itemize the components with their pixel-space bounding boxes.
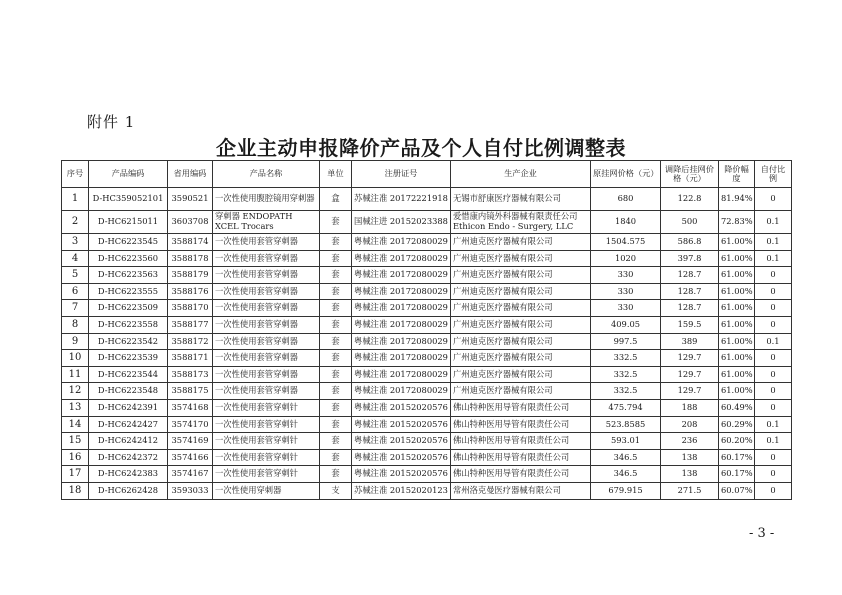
cell-registration-no: 粤械注准 20152020576 <box>352 466 451 483</box>
cell-product-name: 一次性使用套管穿刺器 <box>213 383 320 400</box>
cell-manufacturer: 佛山特种医用导管有限责任公司 <box>451 466 591 483</box>
table-row <box>62 449 792 466</box>
cell-unit: 套 <box>320 449 352 466</box>
cell-registration-no: 苏械注准 20172221918 <box>352 188 451 211</box>
cell-copay-ratio: 0 <box>755 366 792 383</box>
cell-manufacturer: 广州迪克医疗器械有限公司 <box>451 366 591 383</box>
cell-product-code: D-HC6223509 <box>89 300 168 317</box>
cell-adjusted-price: 159.5 <box>661 316 719 333</box>
header-unit: 单位 <box>320 161 352 188</box>
cell-unit: 套 <box>320 466 352 483</box>
cell-provincial-code: 3588176 <box>168 283 213 300</box>
table-row <box>62 250 792 267</box>
cell-registration-no: 粤械注准 20152020576 <box>352 399 451 416</box>
cell-adjusted-price: 138 <box>661 466 719 483</box>
cell-original-price: 593.01 <box>591 433 661 450</box>
cell-copay-ratio: 0.1 <box>755 333 792 350</box>
cell-seq: 5 <box>62 267 89 284</box>
cell-product-name: 一次性使用套管穿刺器 <box>213 333 320 350</box>
cell-product-name: 一次性使用套管穿刺针 <box>213 466 320 483</box>
cell-seq: 13 <box>62 399 89 416</box>
cell-adjusted-price: 122.8 <box>661 188 719 211</box>
cell-provincial-code: 3588178 <box>168 250 213 267</box>
cell-provincial-code: 3574170 <box>168 416 213 433</box>
cell-product-code: D-HC359052101 <box>89 188 168 211</box>
cell-product-name: 一次性使用套管穿刺器 <box>213 366 320 383</box>
cell-adjusted-price: 138 <box>661 449 719 466</box>
cell-manufacturer: 爱惜康内镜外科器械有限责任公司 Ethicon Endo - Surgery, LLC <box>451 211 591 234</box>
cell-provincial-code: 3588173 <box>168 366 213 383</box>
cell-unit: 套 <box>320 383 352 400</box>
cell-copay-ratio: 0.1 <box>755 416 792 433</box>
cell-product-name: 一次性使用套管穿刺针 <box>213 416 320 433</box>
cell-copay-ratio: 0.1 <box>755 433 792 450</box>
cell-manufacturer: 佛山特种医用导管有限责任公司 <box>451 433 591 450</box>
cell-registration-no: 粤械注准 20172080029 <box>352 350 451 367</box>
table-body <box>62 188 792 500</box>
cell-seq: 2 <box>62 211 89 234</box>
cell-original-price: 330 <box>591 267 661 284</box>
cell-unit: 套 <box>320 211 352 234</box>
header-registration-no: 注册证号 <box>352 161 451 188</box>
cell-seq: 14 <box>62 416 89 433</box>
cell-registration-no: 粤械注准 20152020576 <box>352 433 451 450</box>
table-row <box>62 433 792 450</box>
cell-reduction-rate: 61.00% <box>719 366 755 383</box>
cell-original-price: 330 <box>591 300 661 317</box>
cell-registration-no: 粤械注准 20172080029 <box>352 333 451 350</box>
cell-copay-ratio: 0.1 <box>755 211 792 234</box>
cell-manufacturer: 广州迪克医疗器械有限公司 <box>451 234 591 251</box>
cell-unit: 套 <box>320 399 352 416</box>
cell-reduction-rate: 60.17% <box>719 466 755 483</box>
cell-provincial-code: 3590521 <box>168 188 213 211</box>
header-provincial-code: 省用编码 <box>168 161 213 188</box>
table-row <box>62 416 792 433</box>
cell-adjusted-price: 129.7 <box>661 350 719 367</box>
cell-adjusted-price: 128.7 <box>661 283 719 300</box>
cell-adjusted-price: 129.7 <box>661 366 719 383</box>
annex-label: 附件 1 <box>87 113 136 131</box>
cell-seq: 17 <box>62 466 89 483</box>
cell-provincial-code: 3588171 <box>168 350 213 367</box>
cell-provincial-code: 3588172 <box>168 333 213 350</box>
cell-copay-ratio: 0 <box>755 383 792 400</box>
table-row <box>62 333 792 350</box>
cell-manufacturer: 广州迪克医疗器械有限公司 <box>451 283 591 300</box>
cell-copay-ratio: 0 <box>755 466 792 483</box>
cell-unit: 套 <box>320 350 352 367</box>
cell-registration-no: 粤械注准 20172080029 <box>352 383 451 400</box>
cell-unit: 套 <box>320 433 352 450</box>
cell-product-code: D-HC6215011 <box>89 211 168 234</box>
cell-adjusted-price: 500 <box>661 211 719 234</box>
cell-product-name: 一次性使用套管穿刺器 <box>213 283 320 300</box>
cell-reduction-rate: 61.00% <box>719 283 755 300</box>
table-row <box>62 399 792 416</box>
cell-copay-ratio: 0 <box>755 399 792 416</box>
cell-manufacturer: 佛山特种医用导管有限责任公司 <box>451 449 591 466</box>
cell-product-code: D-HC6223548 <box>89 383 168 400</box>
cell-product-code: D-HC6223539 <box>89 350 168 367</box>
cell-manufacturer: 广州迪克医疗器械有限公司 <box>451 383 591 400</box>
cell-reduction-rate: 61.00% <box>719 300 755 317</box>
cell-reduction-rate: 61.00% <box>719 267 755 284</box>
cell-product-name: 一次性使用套管穿刺针 <box>213 433 320 450</box>
cell-reduction-rate: 61.00% <box>719 350 755 367</box>
cell-adjusted-price: 236 <box>661 433 719 450</box>
cell-seq: 15 <box>62 433 89 450</box>
table-row <box>62 350 792 367</box>
cell-reduction-rate: 61.00% <box>719 333 755 350</box>
cell-unit: 盒 <box>320 188 352 211</box>
cell-product-code: D-HC6242391 <box>89 399 168 416</box>
cell-registration-no: 粤械注准 20172080029 <box>352 267 451 284</box>
cell-adjusted-price: 128.7 <box>661 267 719 284</box>
page-number: - 3 - <box>749 526 775 541</box>
price-adjustment-table <box>61 160 792 500</box>
table-row <box>62 466 792 483</box>
cell-product-name: 一次性使用穿刺器 <box>213 482 320 499</box>
cell-reduction-rate: 61.00% <box>719 234 755 251</box>
header-original-price: 原挂网价格（元） <box>591 161 661 188</box>
table-row <box>62 267 792 284</box>
cell-original-price: 475.794 <box>591 399 661 416</box>
table-row <box>62 188 792 211</box>
cell-product-name: 一次性使用腹腔镜用穿刺器 <box>213 188 320 211</box>
cell-provincial-code: 3574169 <box>168 433 213 450</box>
cell-manufacturer: 广州迪克医疗器械有限公司 <box>451 333 591 350</box>
cell-product-code: D-HC6223560 <box>89 250 168 267</box>
cell-seq: 10 <box>62 350 89 367</box>
cell-copay-ratio: 0 <box>755 188 792 211</box>
cell-provincial-code: 3574168 <box>168 399 213 416</box>
cell-product-name: 一次性使用套管穿刺器 <box>213 234 320 251</box>
table-row <box>62 300 792 317</box>
cell-reduction-rate: 72.83% <box>719 211 755 234</box>
cell-original-price: 332.5 <box>591 383 661 400</box>
cell-provincial-code: 3574166 <box>168 449 213 466</box>
cell-adjusted-price: 129.7 <box>661 383 719 400</box>
cell-original-price: 346.5 <box>591 449 661 466</box>
cell-original-price: 680 <box>591 188 661 211</box>
cell-registration-no: 粤械注准 20152020576 <box>352 416 451 433</box>
cell-manufacturer: 广州迪克医疗器械有限公司 <box>451 300 591 317</box>
cell-registration-no: 国械注进 20152023388 <box>352 211 451 234</box>
cell-unit: 套 <box>320 366 352 383</box>
header-reduction-rate: 降价幅度 <box>719 161 755 188</box>
cell-original-price: 332.5 <box>591 350 661 367</box>
table-row <box>62 211 792 234</box>
cell-reduction-rate: 60.29% <box>719 416 755 433</box>
cell-provincial-code: 3588175 <box>168 383 213 400</box>
cell-manufacturer: 佛山特种医用导管有限责任公司 <box>451 416 591 433</box>
document-title: 企业主动申报降价产品及个人自付比例调整表 <box>216 136 626 160</box>
cell-seq: 18 <box>62 482 89 499</box>
header-product-name: 产品名称 <box>213 161 320 188</box>
cell-seq: 12 <box>62 383 89 400</box>
cell-seq: 7 <box>62 300 89 317</box>
cell-product-name: 一次性使用套管穿刺器 <box>213 350 320 367</box>
cell-copay-ratio: 0 <box>755 300 792 317</box>
cell-registration-no: 粤械注准 20172080029 <box>352 316 451 333</box>
cell-product-code: D-HC6262428 <box>89 482 168 499</box>
cell-product-code: D-HC6223558 <box>89 316 168 333</box>
cell-product-name: 一次性使用套管穿刺器 <box>213 316 320 333</box>
cell-manufacturer: 佛山特种医用导管有限责任公司 <box>451 399 591 416</box>
cell-original-price: 679.915 <box>591 482 661 499</box>
cell-manufacturer: 无锡市舒康医疗器械有限公司 <box>451 188 591 211</box>
cell-original-price: 997.5 <box>591 333 661 350</box>
cell-unit: 支 <box>320 482 352 499</box>
cell-adjusted-price: 128.7 <box>661 300 719 317</box>
cell-product-name: 一次性使用套管穿刺针 <box>213 399 320 416</box>
cell-provincial-code: 3574167 <box>168 466 213 483</box>
cell-product-code: D-HC6242412 <box>89 433 168 450</box>
cell-unit: 套 <box>320 250 352 267</box>
cell-reduction-rate: 60.49% <box>719 399 755 416</box>
cell-original-price: 523.8585 <box>591 416 661 433</box>
cell-seq: 6 <box>62 283 89 300</box>
cell-original-price: 409.05 <box>591 316 661 333</box>
cell-seq: 3 <box>62 234 89 251</box>
cell-original-price: 346.5 <box>591 466 661 483</box>
cell-reduction-rate: 61.00% <box>719 250 755 267</box>
cell-adjusted-price: 389 <box>661 333 719 350</box>
cell-provincial-code: 3593033 <box>168 482 213 499</box>
cell-seq: 9 <box>62 333 89 350</box>
table-row <box>62 316 792 333</box>
cell-original-price: 1840 <box>591 211 661 234</box>
cell-product-name: 一次性使用套管穿刺器 <box>213 300 320 317</box>
cell-product-code: D-HC6242383 <box>89 466 168 483</box>
cell-copay-ratio: 0.1 <box>755 234 792 251</box>
cell-reduction-rate: 60.17% <box>719 449 755 466</box>
table-row <box>62 283 792 300</box>
cell-manufacturer: 常州洛克曼医疗器械有限公司 <box>451 482 591 499</box>
cell-manufacturer: 广州迪克医疗器械有限公司 <box>451 267 591 284</box>
cell-unit: 套 <box>320 416 352 433</box>
cell-copay-ratio: 0 <box>755 449 792 466</box>
cell-registration-no: 粤械注准 20172080029 <box>352 283 451 300</box>
cell-provincial-code: 3603708 <box>168 211 213 234</box>
cell-adjusted-price: 208 <box>661 416 719 433</box>
header-copay-ratio: 自付比例 <box>755 161 792 188</box>
cell-provincial-code: 3588174 <box>168 234 213 251</box>
cell-seq: 8 <box>62 316 89 333</box>
cell-product-code: D-HC6242372 <box>89 449 168 466</box>
cell-adjusted-price: 188 <box>661 399 719 416</box>
cell-product-code: D-HC6223563 <box>89 267 168 284</box>
cell-adjusted-price: 397.8 <box>661 250 719 267</box>
header-product-code: 产品编码 <box>89 161 168 188</box>
cell-unit: 套 <box>320 234 352 251</box>
cell-unit: 套 <box>320 283 352 300</box>
cell-copay-ratio: 0.1 <box>755 250 792 267</box>
table-header-row <box>62 161 792 188</box>
cell-original-price: 332.5 <box>591 366 661 383</box>
cell-registration-no: 粤械注准 20172080029 <box>352 234 451 251</box>
cell-manufacturer: 广州迪克医疗器械有限公司 <box>451 316 591 333</box>
cell-registration-no: 粤械注准 20172080029 <box>352 250 451 267</box>
cell-seq: 11 <box>62 366 89 383</box>
table-row <box>62 383 792 400</box>
cell-reduction-rate: 61.00% <box>719 383 755 400</box>
cell-provincial-code: 3588179 <box>168 267 213 284</box>
cell-seq: 4 <box>62 250 89 267</box>
cell-copay-ratio: 0 <box>755 316 792 333</box>
cell-product-code: D-HC6223545 <box>89 234 168 251</box>
cell-product-code: D-HC6242427 <box>89 416 168 433</box>
cell-product-code: D-HC6223542 <box>89 333 168 350</box>
table-row <box>62 366 792 383</box>
cell-reduction-rate: 60.20% <box>719 433 755 450</box>
cell-seq: 16 <box>62 449 89 466</box>
cell-product-code: D-HC6223544 <box>89 366 168 383</box>
table-row <box>62 234 792 251</box>
cell-product-name: 一次性使用套管穿刺器 <box>213 267 320 284</box>
cell-unit: 套 <box>320 267 352 284</box>
cell-registration-no: 粤械注准 20152020576 <box>352 449 451 466</box>
cell-product-name: 穿刺器 ENDOPATH XCEL Trocars <box>213 211 320 234</box>
cell-copay-ratio: 0 <box>755 482 792 499</box>
cell-reduction-rate: 61.00% <box>719 316 755 333</box>
cell-unit: 套 <box>320 316 352 333</box>
cell-registration-no: 粤械注准 20172080029 <box>352 366 451 383</box>
cell-copay-ratio: 0 <box>755 350 792 367</box>
cell-original-price: 1504.575 <box>591 234 661 251</box>
cell-unit: 套 <box>320 333 352 350</box>
cell-seq: 1 <box>62 188 89 211</box>
cell-reduction-rate: 81.94% <box>719 188 755 211</box>
cell-product-name: 一次性使用套管穿刺器 <box>213 250 320 267</box>
table-row <box>62 482 792 499</box>
cell-adjusted-price: 586.8 <box>661 234 719 251</box>
cell-product-code: D-HC6223555 <box>89 283 168 300</box>
cell-reduction-rate: 60.07% <box>719 482 755 499</box>
cell-unit: 套 <box>320 300 352 317</box>
cell-original-price: 330 <box>591 283 661 300</box>
cell-manufacturer: 广州迪克医疗器械有限公司 <box>451 250 591 267</box>
cell-provincial-code: 3588177 <box>168 316 213 333</box>
cell-manufacturer: 广州迪克医疗器械有限公司 <box>451 350 591 367</box>
cell-provincial-code: 3588170 <box>168 300 213 317</box>
cell-adjusted-price: 271.5 <box>661 482 719 499</box>
cell-copay-ratio: 0 <box>755 267 792 284</box>
cell-original-price: 1020 <box>591 250 661 267</box>
header-adjusted-price: 调降后挂网价格（元） <box>661 161 719 188</box>
header-manufacturer: 生产企业 <box>451 161 591 188</box>
cell-copay-ratio: 0 <box>755 283 792 300</box>
header-seq: 序号 <box>62 161 89 188</box>
cell-registration-no: 苏械注准 20152020123 <box>352 482 451 499</box>
cell-product-name: 一次性使用套管穿刺针 <box>213 449 320 466</box>
cell-registration-no: 粤械注准 20172080029 <box>352 300 451 317</box>
